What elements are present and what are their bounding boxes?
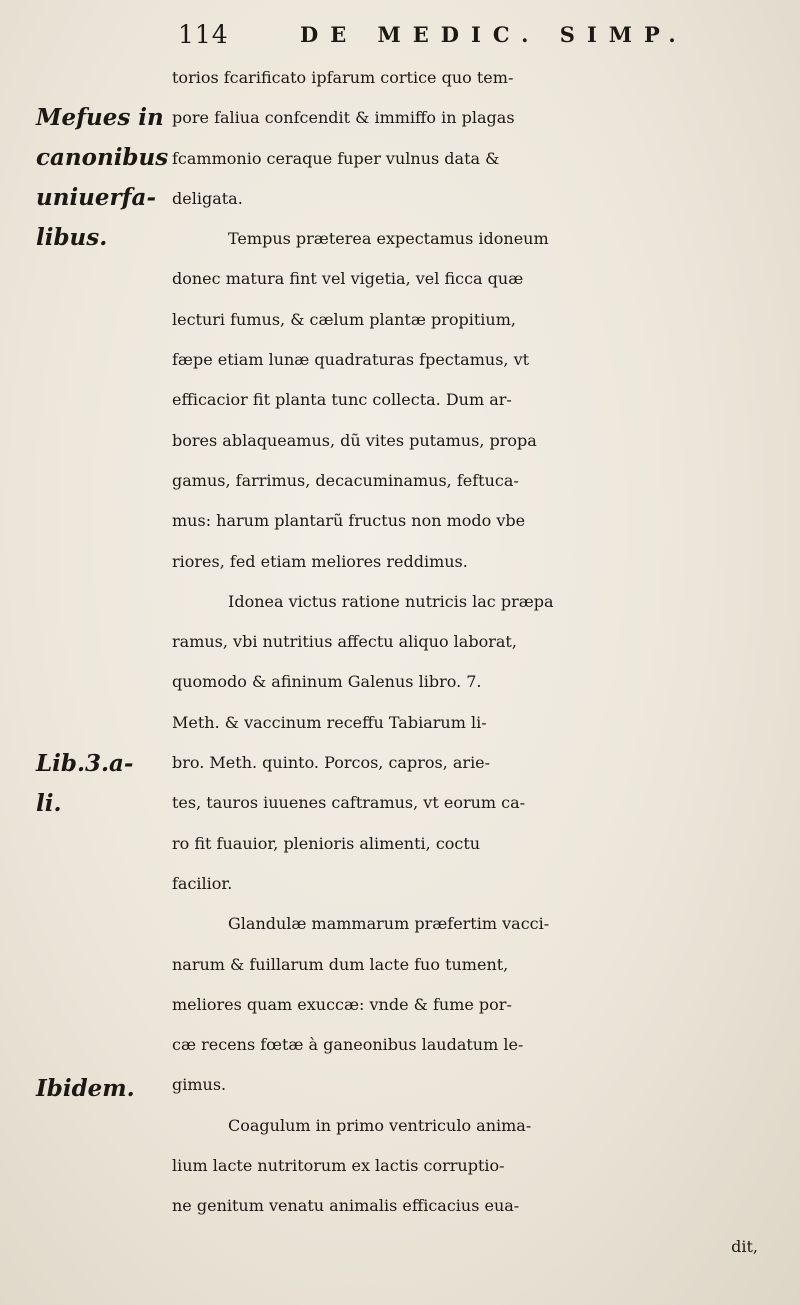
- text-line: narum & fuillarum dum lacte fuo tument,: [172, 954, 509, 974]
- text-line: Coagulum in primo ventriculo anima-: [228, 1115, 532, 1135]
- page-header: [0, 16, 800, 56]
- page-number: 114: [178, 20, 229, 49]
- text-line: donec matura fint vel vigetia, vel ficca quæ: [172, 269, 524, 289]
- margin-note-line: libus.: [36, 224, 108, 251]
- text-line: facilior.: [172, 873, 233, 893]
- text-line: Idonea victus ratione nutricis lac præpa: [228, 591, 554, 611]
- margin-note-line: uniuerfa-: [36, 184, 156, 211]
- catchword: dit,: [731, 1236, 758, 1256]
- text-line: pore faliua confcendit & immiffo in plagas: [172, 108, 515, 128]
- text-line: tes, tauros iuuenes caftramus, vt eorum ca-: [172, 793, 526, 813]
- text-line: bro. Meth. quinto. Porcos, capros, arie-: [172, 753, 491, 773]
- text-line: gimus.: [172, 1075, 227, 1095]
- margin-note-line: Mefues in: [36, 104, 164, 131]
- margin-note-line: canonibus: [36, 144, 169, 171]
- text-line: quomodo & afininum Galenus libro. 7.: [172, 672, 482, 692]
- margin-note-line: li.: [36, 790, 62, 817]
- text-line: ne genitum venatu animalis efficacius eua-: [172, 1196, 520, 1216]
- running-head: DE MEDIC. SIMP.: [300, 22, 688, 47]
- text-line: lium lacte nutritorum ex lactis corruptio-: [172, 1156, 505, 1176]
- text-line: cæ recens fœtæ à ganeonibus laudatum le-: [172, 1035, 524, 1055]
- text-line: bores ablaqueamus, dũ vites putamus, propa: [172, 430, 537, 450]
- text-line: meliores quam exuccæ: vnde & fume por-: [172, 994, 512, 1014]
- text-line: torios fcarificato ipfarum cortice quo tem-: [172, 68, 514, 87]
- text-line: Tempus præterea expectamus idoneum: [228, 229, 549, 249]
- text-line: fæpe etiam lunæ quadraturas fpectamus, vt: [172, 350, 530, 370]
- text-line: riores, fed etiam meliores reddimus.: [172, 551, 468, 571]
- text-line: gamus, farrimus, decacuminamus, feftuca-: [172, 470, 519, 490]
- text-line: Meth. & vaccinum receffu Tabiarum li-: [172, 712, 487, 732]
- margin-note-line: Lib.3.a-: [36, 750, 134, 777]
- text-line: fcammonio ceraque fuper vulnus data &: [172, 148, 500, 168]
- body-text: [172, 58, 772, 1267]
- text-line: mus: harum plantarũ fructus non modo vbe: [172, 511, 526, 531]
- text-line: lecturi fumus, & cælum plantæ propitium,: [172, 309, 516, 329]
- text-line: ro fit fuauior, plenioris alimenti, coctu: [172, 833, 481, 853]
- text-line: ramus, vbi nutritius affectu aliquo laborat,: [172, 632, 517, 652]
- text-line: efficacior fit planta tunc collecta. Dum ar-: [172, 390, 512, 410]
- margin-note-line: Ibidem.: [36, 1075, 135, 1102]
- text-line: Glandulæ mammarum præfertim vacci-: [228, 914, 550, 934]
- text-line: deligata.: [172, 188, 243, 208]
